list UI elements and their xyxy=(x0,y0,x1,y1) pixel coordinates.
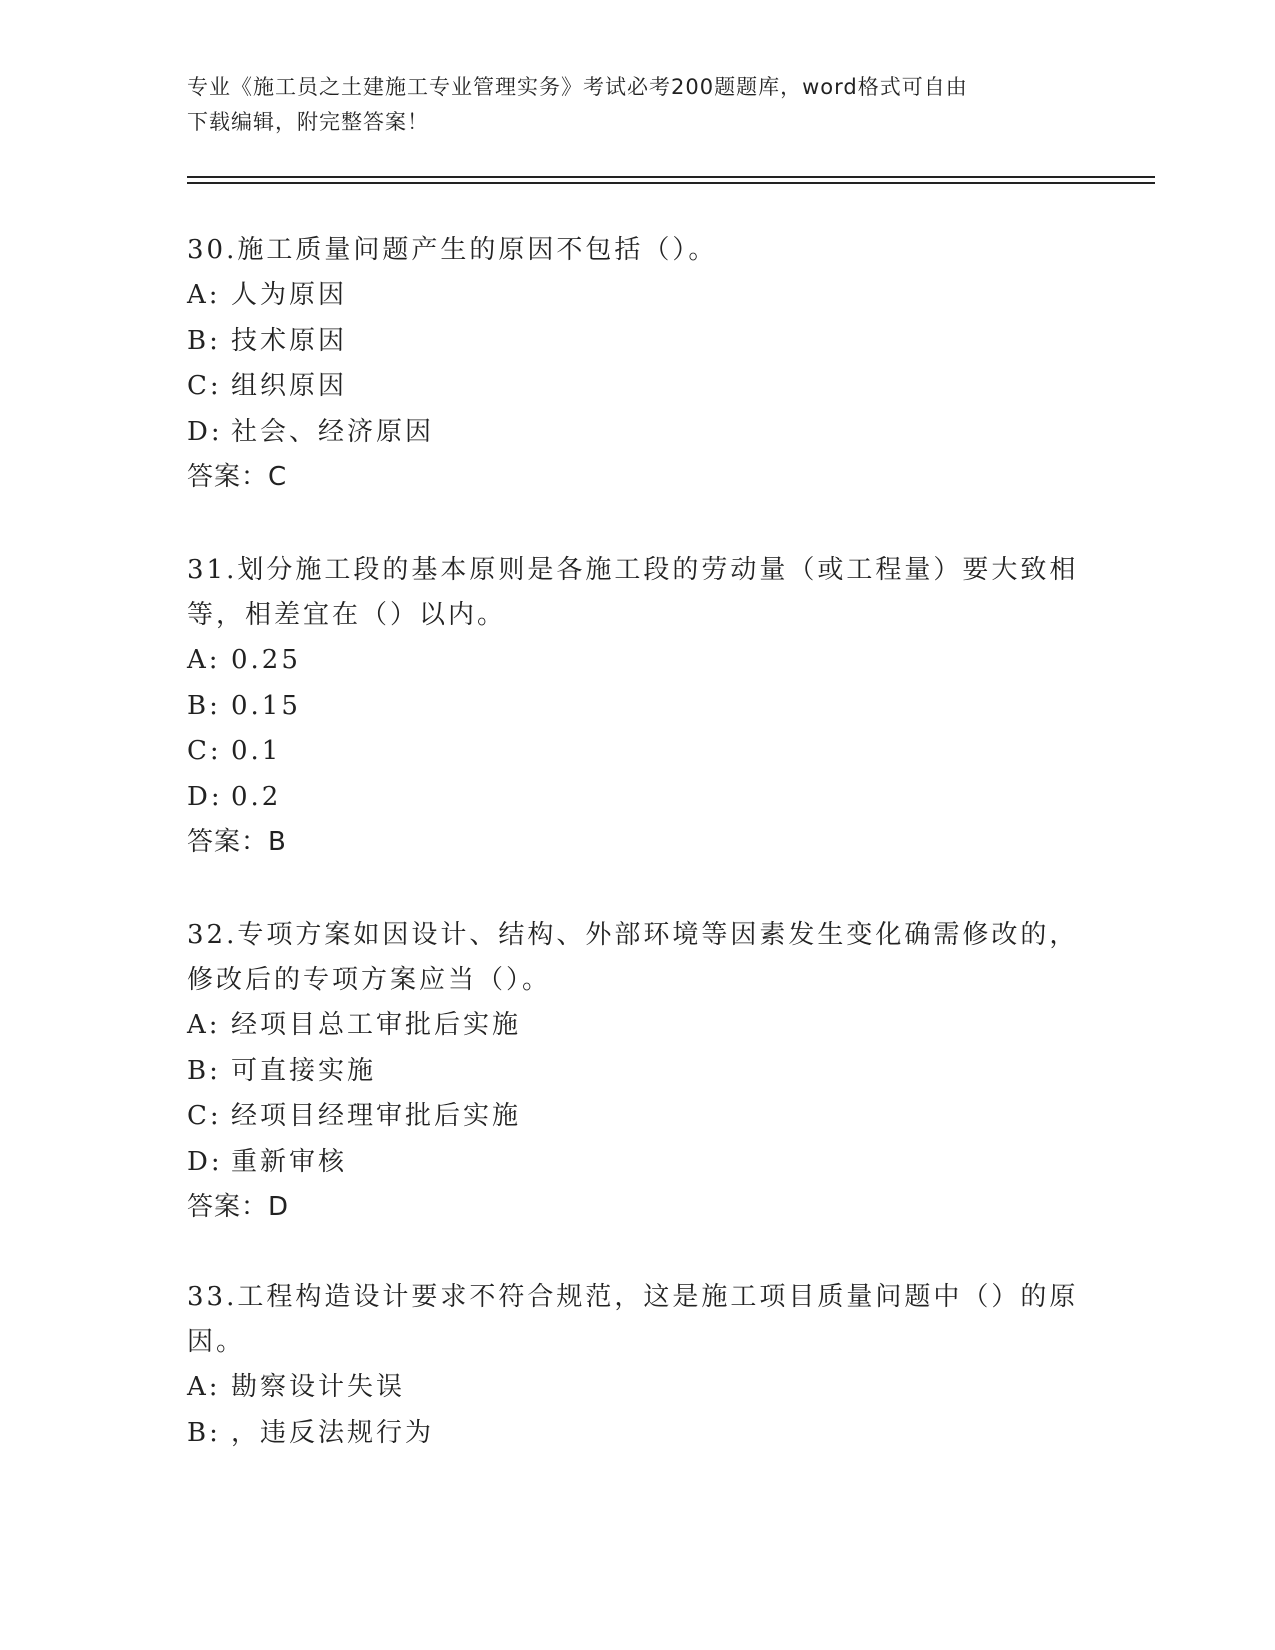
header-line-2: 下载编辑，附完整答案！ xyxy=(187,110,429,134)
option-text: 0.1 xyxy=(231,736,282,766)
question-31 xyxy=(187,548,1087,865)
option-text: 0.15 xyxy=(231,690,301,721)
option-text: 0.25 xyxy=(231,645,301,675)
option-a: A: 勘察设计失误 xyxy=(187,1372,406,1402)
option-text: 经项目经理审批后实施 xyxy=(231,1101,522,1131)
option-a: A: 0.25 xyxy=(187,645,301,675)
option-text: 0.2 xyxy=(231,781,282,812)
option-d: D: 0.2 xyxy=(187,781,282,812)
question-stem: 32.专项方案如因设计、结构、外部环境等因素发生变化确需修改的，修改后的专项方案应当（）。 xyxy=(187,920,1079,995)
option-text: 社会、经济原因 xyxy=(231,416,435,447)
question-stem: 31.划分施工段的基本原则是各施工段的劳动量（或工程量）要大致相等，相差宜在（）以内。 xyxy=(187,555,1079,630)
document-header xyxy=(187,70,1067,140)
option-text: 组织原因 xyxy=(231,371,348,401)
option-text: 经项目总工审批后实施 xyxy=(231,1010,522,1040)
option-text: 技术原因 xyxy=(231,325,348,356)
option-a: A: 人为原因 xyxy=(187,280,348,310)
option-text: 人为原因 xyxy=(231,280,348,310)
header-divider-bottom xyxy=(187,182,1155,184)
option-a: A: 经项目总工审批后实施 xyxy=(187,1010,522,1040)
option-text: 重新审核 xyxy=(231,1146,348,1177)
header-divider-top xyxy=(187,176,1155,178)
option-c: C: 0.1 xyxy=(187,736,282,766)
answer: 答案：D xyxy=(187,1192,290,1222)
option-c: C: 经项目经理审批后实施 xyxy=(187,1101,522,1131)
option-text: 勘察设计失误 xyxy=(231,1372,406,1402)
question-33 xyxy=(187,1275,1087,1456)
option-d: D: 社会、经济原因 xyxy=(187,416,435,447)
option-b: B: 可直接实施 xyxy=(187,1055,377,1086)
answer: 答案：C xyxy=(187,462,288,492)
option-text: ，违反法规行为 xyxy=(231,1417,435,1448)
header-line-1: 专业《施工员之土建施工专业管理实务》考试必考200题题库，word格式可自由 xyxy=(187,75,968,99)
option-b: B: 技术原因 xyxy=(187,325,348,356)
answer: 答案：B xyxy=(187,827,287,857)
option-text: 可直接实施 xyxy=(231,1055,377,1086)
option-b: B: 0.15 xyxy=(187,690,301,721)
question-stem: 33.工程构造设计要求不符合规范，这是施工项目质量问题中（）的原因。 xyxy=(187,1282,1079,1357)
option-d: D: 重新审核 xyxy=(187,1146,348,1177)
question-30 xyxy=(187,228,1087,500)
option-c: C: 组织原因 xyxy=(187,371,348,401)
question-32 xyxy=(187,913,1087,1230)
question-stem: 30.施工质量问题产生的原因不包括（）。 xyxy=(187,235,718,265)
option-b: B: ，违反法规行为 xyxy=(187,1417,435,1448)
